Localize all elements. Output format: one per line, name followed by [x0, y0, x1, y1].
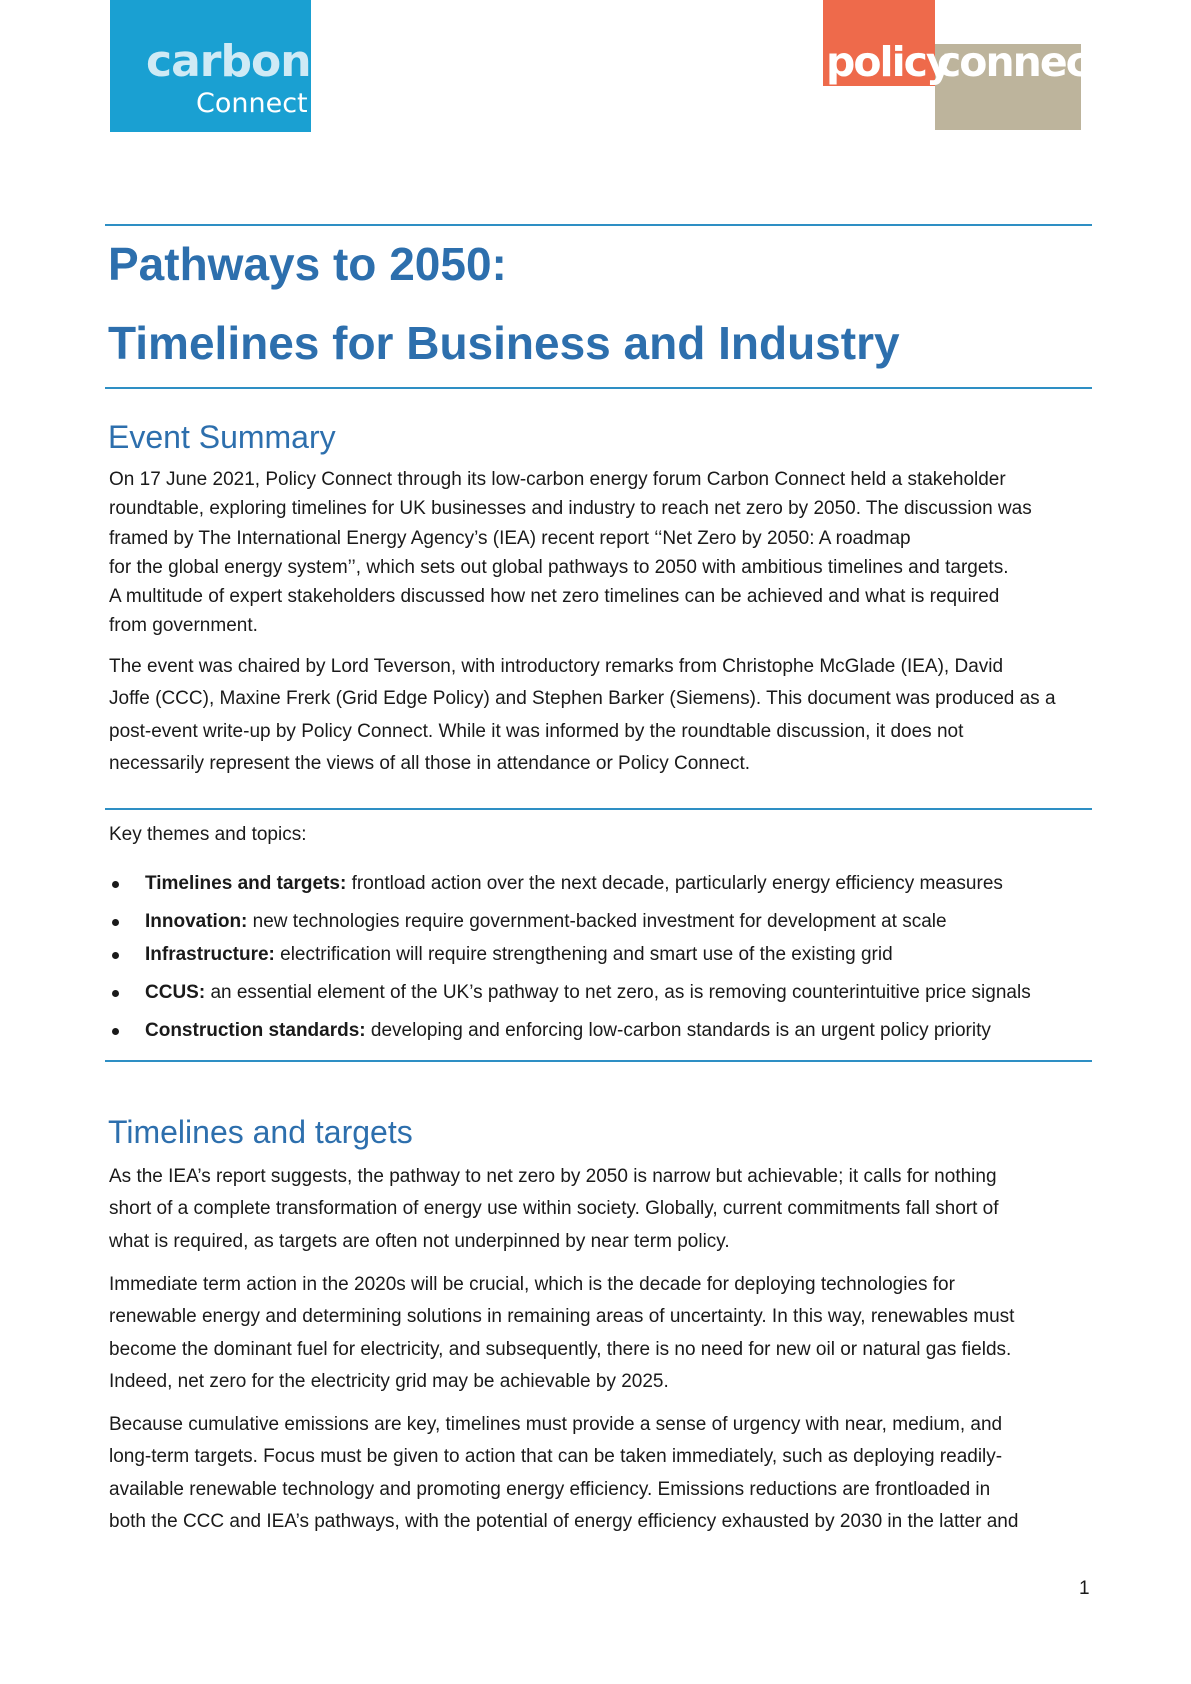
bullet-icon	[112, 919, 119, 926]
logo-policy-word: policy	[826, 38, 951, 86]
timelines-paragraph-3	[109, 1409, 1094, 1538]
timelines-paragraph-2	[109, 1269, 1094, 1398]
text-line: from government.	[109, 615, 258, 637]
theme-text: electrification will require strengthening and smart use of the existing grid	[274, 944, 893, 965]
text-line: A multitude of expert stakeholders discussed how net zero timelines can be achieved and what is required	[109, 586, 1000, 608]
theme-text: developing and enforcing low-carbon standards is an urgent policy priority	[365, 1020, 991, 1041]
timelines-paragraph-1	[109, 1161, 1094, 1258]
theme-term: Construction standards:	[145, 1020, 366, 1041]
text-line: for the global energy system’’, which sets out global pathways to 2050 with ambitious timelines and targets.	[109, 556, 1009, 578]
text-line: Because cumulative emissions are key, timelines must provide a sense of urgency with near, medium, and	[109, 1414, 1003, 1435]
themes-top-rule	[105, 808, 1092, 810]
text-line: what is required, as targets are often not underpinned by near term policy.	[109, 1230, 730, 1252]
theme-text: frontload action over the next decade, particularly energy efficiency measures	[346, 873, 1003, 894]
theme-term: Timelines and targets:	[145, 873, 347, 894]
theme-term: CCUS:	[145, 982, 206, 1003]
text-line: both the CCC and IEA’s pathways, with the potential of energy efficiency exhausted by 2030 in the latter and	[109, 1510, 1019, 1532]
bullet-icon	[112, 881, 119, 888]
logo-connect-word: Connect	[196, 88, 308, 119]
text-line: short of a complete transformation of energy use within society. Globally, current commitments fall short of	[109, 1198, 999, 1220]
text-line: Indeed, net zero for the electricity grid may be achievable by 2025.	[109, 1370, 669, 1392]
text-line: post-event write-up by Policy Connect. While it was informed by the roundtable discussion, it does not	[109, 720, 964, 742]
bullet-icon	[112, 1028, 119, 1035]
text-line: necessarily represent the views of all those in attendance or Policy Connect.	[109, 752, 751, 774]
text-line: renewable energy and determining solutions in remaining areas of uncertainty. In this way, renewables must	[109, 1306, 1015, 1328]
title-bottom-rule	[105, 387, 1092, 389]
text-line: framed by The International Energy Agency’s (IEA) recent report ‘‘Net Zero by 2050: A roadmap	[109, 527, 911, 549]
event-summary-paragraph-2	[109, 651, 1094, 780]
text-line: roundtable, exploring timelines for UK businesses and industry to reach net zero by 2050. The discussion was	[109, 498, 1032, 520]
text-line: The event was chaired by Lord Teverson, with introductory remarks from Christophe McGlade (IEA), David	[109, 656, 1004, 677]
theme-text: an essential element of the UK’s pathway to net zero, as is removing counterintuitive price signals	[205, 982, 1031, 1003]
page-number: 1	[1079, 1578, 1090, 1599]
theme-term: Innovation:	[145, 911, 248, 932]
text-line: As the IEA’s report suggests, the pathway to net zero by 2050 is narrow but achievable; it calls for nothing	[109, 1166, 997, 1187]
logo-policy-connect-word: connect	[937, 38, 1106, 86]
event-summary-heading: Event Summary	[108, 419, 336, 455]
bullet-icon	[112, 952, 119, 959]
text-line: long-term targets. Focus must be given to action that can be taken immediately, such as deploying readily-	[109, 1446, 1003, 1468]
text-line: On 17 June 2021, Policy Connect through its low-carbon energy forum Carbon Connect held a stakeholder	[109, 469, 1006, 490]
key-themes-label: Key themes and topics:	[109, 824, 307, 845]
event-summary-paragraph-1	[109, 465, 1094, 641]
logo-carbon-word: carbon	[146, 36, 311, 87]
title-top-rule	[105, 224, 1092, 226]
bullet-icon	[112, 990, 119, 997]
themes-bottom-rule	[105, 1060, 1092, 1062]
text-line: available renewable technology and promoting energy efficiency. Emissions reductions are frontloaded in	[109, 1478, 991, 1500]
theme-text: new technologies require government-backed investment for development at scale	[247, 911, 947, 932]
text-line: become the dominant fuel for electricity, and subsequently, there is no need for new oil or natural gas fields.	[109, 1338, 1012, 1360]
theme-term: Infrastructure:	[145, 944, 275, 965]
text-line: Joffe (CCC), Maxine Frerk (Grid Edge Policy) and Stephen Barker (Siemens). This document was produced as a	[109, 688, 1056, 710]
timelines-heading: Timelines and targets	[108, 1114, 413, 1150]
title-line-2: Timelines for Business and Industry	[108, 317, 900, 369]
text-line: Immediate term action in the 2020s will be crucial, which is the decade for deploying technologies for	[109, 1274, 955, 1295]
policy-connect-logo	[823, 0, 1106, 130]
title-line-1: Pathways to 2050:	[108, 238, 507, 290]
carbon-connect-logo	[110, 0, 311, 132]
